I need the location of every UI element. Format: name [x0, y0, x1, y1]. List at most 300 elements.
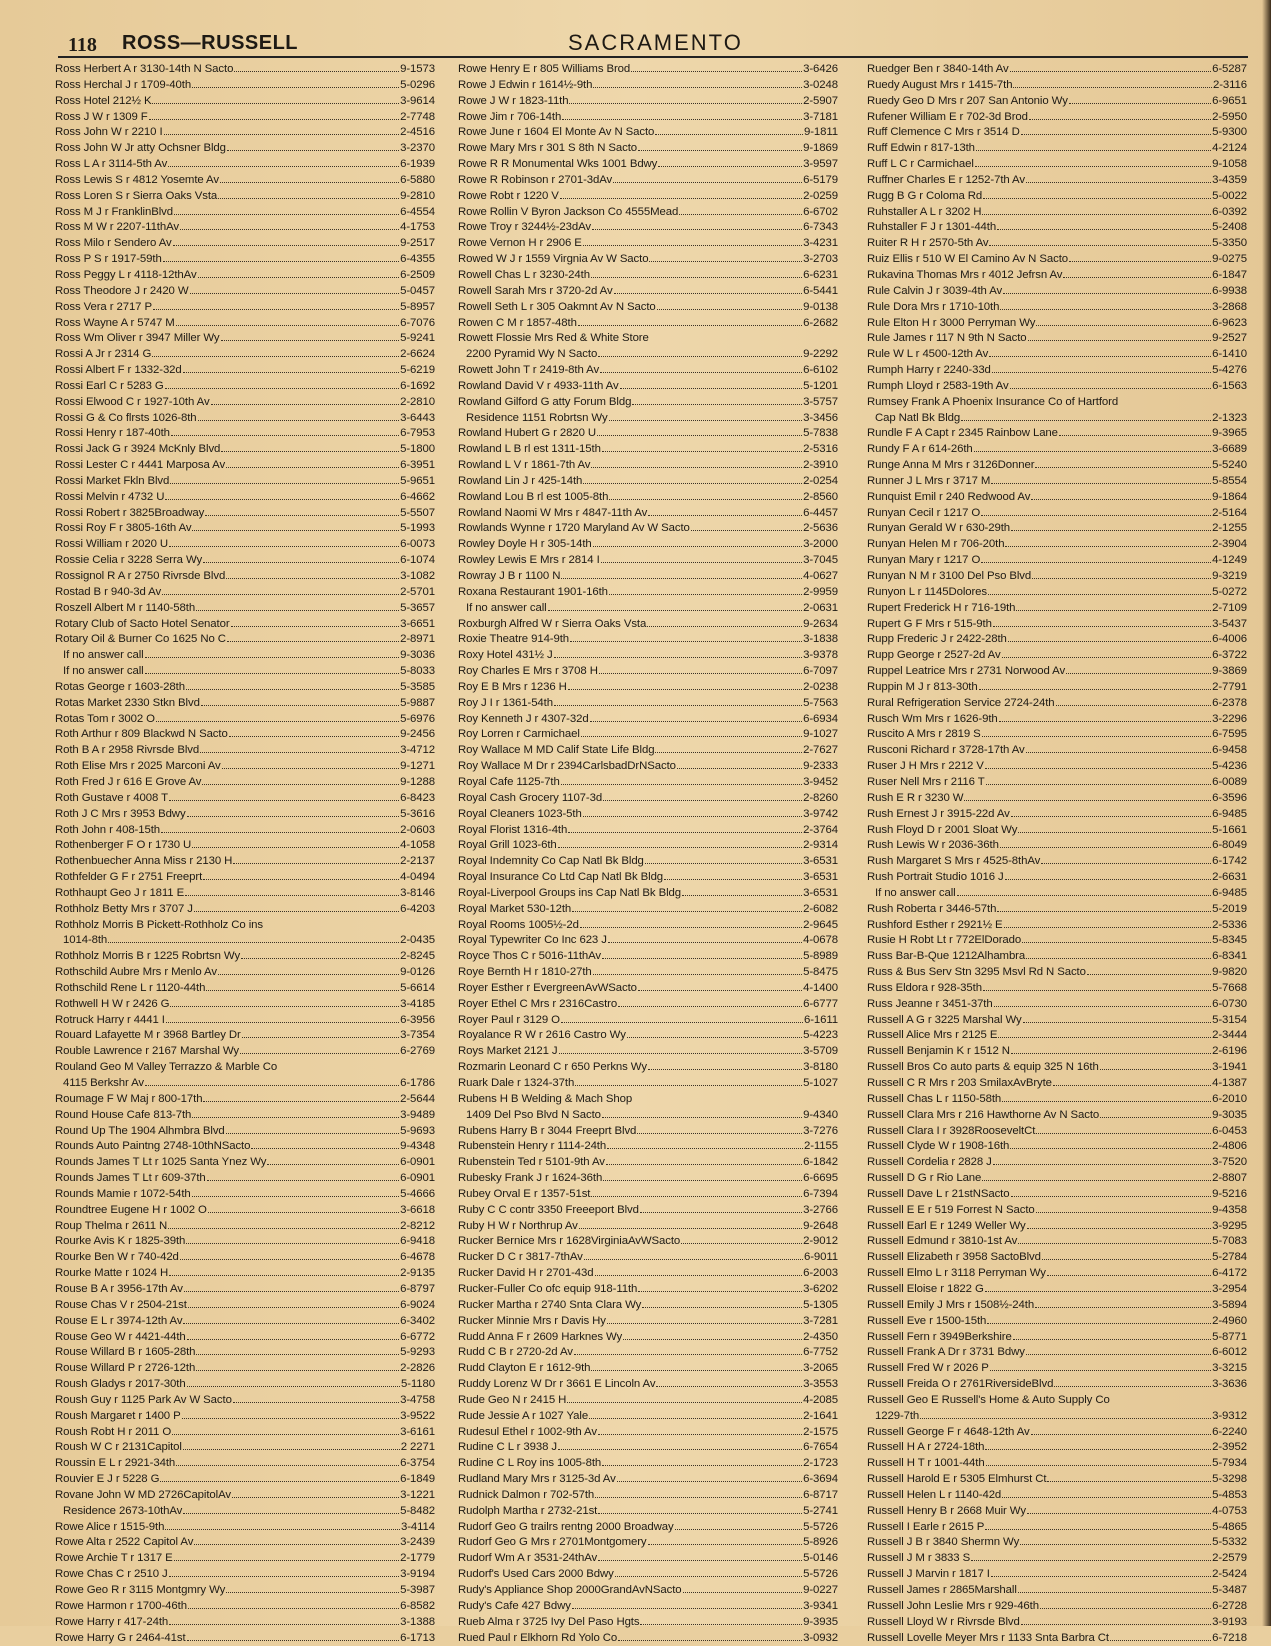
listing-phone: 5-4236	[1212, 760, 1247, 773]
listing-name: Russell Benjamin K r 1512 N	[867, 1045, 1010, 1058]
listing-entry	[458, 1060, 838, 1076]
listing-phone: 6-0901	[400, 1172, 435, 1185]
listing-phone: 2-3764	[803, 823, 838, 836]
dot-leader	[153, 300, 399, 310]
listing-phone: 6-2010	[1212, 1092, 1247, 1105]
listing-phone: 6-1842	[803, 1156, 838, 1169]
listing-name: Rowett John T r 2419-8th Av	[458, 364, 600, 377]
listing-phone: 5-7083	[1212, 1235, 1247, 1248]
listing-phone: 2-7791	[1212, 680, 1247, 693]
dot-leader	[183, 1504, 399, 1514]
listing-name: Ruiter R H r 2570-5th Av	[867, 237, 989, 250]
listing-phone: 9-1058	[1212, 158, 1247, 171]
dot-leader	[187, 1631, 400, 1641]
dot-leader	[598, 1504, 802, 1514]
listing-phone: 6-0392	[1212, 205, 1247, 218]
listing-name: Rothenberger F O r 1730 U	[55, 839, 192, 852]
listing-name: Ross Peggy L r 4118-12thAv	[55, 268, 197, 281]
dot-leader	[196, 1345, 399, 1355]
listing-phone: 2-1779	[400, 1552, 435, 1565]
listing-name: Russell Edmund r 3810-1st Av	[867, 1235, 1018, 1248]
listing-name: Rowray J B r 1100 N	[458, 570, 561, 582]
listing-name: Rowe Archie T r 1317 E	[55, 1552, 173, 1565]
listing-entry	[458, 300, 838, 316]
listing-entry	[458, 537, 838, 553]
listing-name: Rouse Willard P r 2726-12th	[55, 1362, 196, 1375]
listing-name: Royal Indemnity Co Cap Natl Bk Bldg	[458, 855, 644, 868]
listing-phone: 6-0089	[1212, 775, 1247, 788]
dot-leader	[226, 1124, 399, 1134]
listing-name: Rossi G & Co flrsts 1026-8th	[55, 411, 197, 424]
listing-entry	[458, 791, 838, 807]
listing-entry	[867, 1250, 1247, 1266]
listing-entry	[458, 284, 838, 300]
listing-name: Russell Geo E Russell's Home & Auto Supply Co	[867, 1393, 1110, 1406]
listing-phone: 6-1742	[1212, 855, 1247, 868]
listing-phone: 3-2370	[400, 142, 435, 155]
dot-leader	[1018, 823, 1211, 833]
listing-phone: 3-1941	[1212, 1061, 1247, 1074]
dot-leader	[1013, 1330, 1211, 1340]
listing-entry	[458, 1108, 838, 1124]
listing-entry	[867, 94, 1247, 110]
listing-name: Rowe Robt r 1220 V	[458, 189, 559, 202]
listing-entry	[458, 1615, 838, 1631]
listing-entry	[867, 189, 1247, 205]
listing-name: Rush Floyd D r 2001 Sloat Wy	[867, 823, 1018, 836]
listing-name: Russell Elmo L r 3118 Perryman Wy	[867, 1267, 1046, 1280]
dot-leader	[992, 363, 1211, 373]
listing-entry	[867, 1171, 1247, 1187]
listing-phone: 9-5216	[1212, 1187, 1247, 1200]
listing-entry	[867, 1361, 1247, 1377]
listing-entry	[867, 1440, 1247, 1456]
listing-entry	[55, 411, 435, 427]
listing-name: Rowed W J r 1559 Virgnia Av W Sacto	[458, 253, 649, 266]
listing-name: Roussin E L r 2921-34th	[55, 1457, 176, 1470]
listing-phone: 2-7627	[803, 744, 838, 757]
listing-name: Russell Chas L r 1150-58th	[867, 1092, 1002, 1105]
listing-entry	[458, 601, 838, 617]
listing-name: Rozmarin Leonard C r 650 Perkns Wy	[458, 1061, 647, 1074]
listing-name: Rovane John W MD 2726CapitolAv	[55, 1488, 231, 1501]
listing-entry	[867, 490, 1247, 506]
listing-entry	[55, 1139, 435, 1155]
listing-entry	[867, 1488, 1247, 1504]
dot-leader	[169, 1266, 399, 1276]
listing-name: Runyan N M r 3100 Del Pso Blvd	[867, 570, 1032, 582]
listing-name: Russ & Bus Serv Stn 3295 Msvl Rd N Sacto	[867, 966, 1086, 979]
dot-leader	[218, 189, 399, 199]
listing-phone: 5-2019	[1212, 902, 1247, 915]
listing-entry	[458, 759, 838, 775]
listing-entry	[458, 712, 838, 728]
dot-leader	[173, 236, 400, 246]
dot-leader	[623, 1330, 802, 1340]
dot-leader	[267, 1155, 399, 1165]
listing-phone: 5-3987	[400, 1584, 435, 1596]
listing-name: Rowley Doyle H r 305-14th	[458, 538, 592, 551]
listing-name: Rowe R R Monumental Wks 1001 Bdwy	[458, 158, 658, 171]
listing-entry	[55, 918, 435, 934]
listing-name: Rowe Harry G r 2464-41st	[55, 1631, 186, 1644]
listing-phone: 5-3154	[1212, 1013, 1247, 1026]
listing-phone: 6-1410	[1212, 348, 1247, 361]
listing-phone: 2-9959	[803, 585, 838, 598]
listing-phone: 3-4359	[1212, 173, 1247, 186]
listing-name: Rowell Chas L r 3230-24th	[458, 268, 590, 281]
listing-entry	[458, 1361, 838, 1377]
listing-phone: 4-1753	[400, 221, 435, 234]
listing-entry	[867, 1155, 1247, 1171]
listing-phone: 9-4358	[1212, 1203, 1247, 1216]
listing-name: Cap Natl Bk Bldg	[875, 411, 961, 424]
listing-phone: 6-6702	[803, 205, 838, 218]
listing-name: Roys Market 2121 J	[458, 1045, 558, 1058]
listing-name: Rothschild Aubre Mrs r Menlo Av	[55, 966, 217, 979]
listing-name: Rudland Mary Mrs r 3125-3d Av	[458, 1473, 616, 1486]
listing-entry	[55, 1124, 435, 1140]
listing-name: Rowe Alice r 1515-9th	[55, 1520, 165, 1533]
listing-phone: 5-3487	[1212, 1584, 1247, 1596]
listing-entry	[867, 902, 1247, 918]
listing-phone: 5-2741	[803, 1504, 838, 1517]
listing-name: Rowland L B rl est 1311-15th	[458, 443, 601, 456]
listing-name: Rouvier E J r 5228 G	[55, 1473, 160, 1486]
listing-phone: 6-3722	[1212, 649, 1247, 662]
listing-entry	[867, 1219, 1247, 1235]
dot-leader	[590, 712, 803, 722]
listing-name: Roye Bernth H r 1810-27th	[458, 966, 592, 979]
listing-phone: 5-1305	[803, 1298, 838, 1311]
listing-phone: 3-7520	[1212, 1156, 1247, 1169]
listing-phone: 6-4678	[400, 1251, 435, 1264]
dot-leader	[559, 1044, 803, 1054]
listing-name: Russell Clyde W r 1908-16th	[867, 1140, 1010, 1153]
dot-leader	[575, 1076, 802, 1086]
listing-name: Rotary Club of Sacto Hotel Senator	[55, 617, 230, 630]
listing-name: Russell E E r 519 Forrest N Sacto	[867, 1203, 1035, 1216]
listing-entry	[867, 268, 1247, 284]
listing-entry	[867, 1615, 1247, 1631]
listing-name: Ruby H W r Northrup Av	[458, 1219, 578, 1232]
dot-leader	[1054, 1377, 1211, 1387]
listing-name: Rowland David V r 4933-11th Av	[458, 379, 619, 392]
listing-phone: 2-7109	[1212, 601, 1247, 614]
listing-phone: 9-1864	[1212, 490, 1247, 503]
listing-phone: 3-1082	[400, 570, 435, 582]
dot-leader	[176, 316, 399, 326]
listing-name: Rudd Anna F r 2609 Harknes Wy	[458, 1330, 623, 1343]
listing-name: Rundy F A r 614-26th	[867, 443, 973, 456]
listing-name: Rossi Melvin r 4732 U	[55, 490, 165, 503]
dot-leader	[632, 395, 802, 405]
listing-phone: 6-7076	[400, 316, 435, 329]
listing-phone: 5-8957	[400, 300, 435, 313]
listing-entry	[867, 823, 1247, 839]
listing-phone: 6-0453	[1212, 1124, 1247, 1137]
dot-leader	[194, 1535, 399, 1545]
dot-leader	[983, 189, 1211, 199]
dot-leader	[920, 1409, 1211, 1419]
listing-entry	[867, 62, 1247, 78]
listing-phone: 2-1641	[803, 1409, 838, 1422]
listing-name: Rowe Alta r 2522 Capitol Av	[55, 1536, 194, 1549]
listing-phone: 5-6614	[400, 981, 435, 994]
listing-entry	[55, 474, 435, 490]
listing-entry	[55, 331, 435, 347]
listing-name: Rupp Frederic J r 2422-28th	[867, 633, 1007, 646]
listing-name: Rule W L r 4500-12th Av	[867, 348, 989, 361]
listing-name: Roush Guy r 1125 Park Av W Sacto	[55, 1393, 232, 1406]
dot-leader	[609, 490, 802, 500]
listing-name: Rowland Naomi W Mrs r 4847-11th Av	[458, 506, 648, 519]
listing-name: Roxy Hotel 431½ J	[458, 649, 553, 662]
dot-leader	[1018, 1583, 1211, 1593]
listing-phone: 9-1573	[400, 63, 435, 75]
dot-leader	[971, 1551, 1211, 1561]
listing-phone: 9-2527	[1212, 332, 1247, 345]
listing-entry	[458, 902, 838, 918]
listing-entry	[867, 157, 1247, 173]
listing-phone: 3-9452	[803, 775, 838, 788]
listing-entry	[867, 1631, 1247, 1646]
listing-entry	[458, 823, 838, 839]
listing-entry	[55, 1393, 435, 1409]
listing-entry	[458, 1631, 838, 1646]
dot-leader	[145, 648, 400, 658]
dot-leader	[637, 1124, 802, 1134]
listing-name: If no answer call	[63, 649, 144, 662]
listing-phone: 5-8482	[400, 1504, 435, 1517]
listing-entry	[867, 1139, 1247, 1155]
listing-phone: 2-1155	[803, 1140, 838, 1153]
listing-entry	[867, 1298, 1247, 1314]
listing-entry	[867, 331, 1247, 347]
listing-phone: 3-6161	[400, 1425, 435, 1438]
dot-leader	[627, 1028, 802, 1038]
listing-name: Rudolph Martha r 2732-21st	[458, 1504, 598, 1517]
listing-name: Rugg B G r Coloma Rd	[867, 189, 983, 202]
listing-name: Rowe June r 1604 El Monte Av N Sacto	[458, 126, 655, 139]
listing-name: Rossi Market Fkln Blvd	[55, 474, 170, 487]
listing-entry	[55, 712, 435, 728]
dot-leader	[1026, 173, 1211, 183]
listing-name: Rundle F A Capt r 2345 Rainbow Lane	[867, 427, 1058, 440]
listing-name: Rudine C L Roy ins 1005-8th	[458, 1457, 602, 1470]
listing-entry	[55, 823, 435, 839]
listing-name: Rupp George r 2527-2d Av	[867, 649, 1001, 662]
listing-phone: 6-9651	[1212, 94, 1247, 107]
listing-entry	[458, 1488, 838, 1504]
listing-name: Rucker Bernice Mrs r 1628VirginiaAvWSacto	[458, 1235, 681, 1248]
listing-name: Ruedy August Mrs r 1415-7th	[867, 78, 1013, 91]
listing-name: Round Up The 1904 Alhmbra Blvd	[55, 1124, 225, 1137]
dot-leader	[990, 1361, 1211, 1371]
listing-name: Royal Market 530-12th	[458, 902, 572, 915]
listing-phone: 6-9418	[400, 1235, 435, 1248]
listing-entry	[867, 1504, 1247, 1520]
listing-phone: 5-3298	[1212, 1473, 1247, 1486]
listing-name: Ruhstaller F J r 1301-44th	[867, 221, 997, 234]
listing-phone: 3-2954	[1212, 1282, 1247, 1295]
listing-phone: 9-0138	[803, 300, 838, 313]
listing-entry	[458, 981, 838, 997]
listing-name: Ross Herbert A r 3130-14th N Sacto	[55, 63, 234, 75]
dot-leader	[1002, 1092, 1211, 1102]
listing-entry	[458, 252, 838, 268]
listing-entry	[55, 1108, 435, 1124]
listing-name: Rupert Frederick H r 716-19th	[867, 601, 1016, 614]
listing-name: Rusie H Robt Lt r 772ElDorado	[867, 934, 1022, 947]
listing-name: Rossi Earl C r 5283 G	[55, 379, 164, 392]
listing-entry	[458, 474, 838, 490]
listing-name: Rudorf Geo G Mrs r 2701Montgomery	[458, 1536, 647, 1549]
listing-phone: 9-4340	[803, 1108, 838, 1121]
listing-name: Rothschild Rene L r 1120-44th	[55, 981, 206, 994]
listing-phone: 3-4712	[400, 744, 435, 757]
listing-phone: 5-4865	[1212, 1520, 1247, 1533]
listing-phone: 4-1400	[803, 981, 838, 994]
listing-entry	[55, 363, 435, 379]
listing-phone: 5-7934	[1212, 1457, 1247, 1470]
listing-phone: 5-0272	[1212, 585, 1247, 598]
dot-leader	[169, 1615, 399, 1625]
listing-phone: 6-7394	[803, 1187, 838, 1200]
listing-name: Rowland Lou B rl est 1005-8th	[458, 490, 609, 503]
listing-entry	[55, 236, 435, 252]
listing-phone: 2-8560	[803, 490, 838, 503]
listing-entry	[867, 569, 1247, 585]
listing-entry	[867, 854, 1247, 870]
listing-name: Rossignol R A r 2750 Rivrsde Blvd	[55, 570, 226, 582]
listing-name: Rural Refrigeration Service 2724-24th	[867, 696, 1055, 709]
listing-entry	[55, 965, 435, 981]
listing-phone: 3-4231	[803, 237, 838, 250]
dot-leader	[192, 1108, 399, 1118]
listing-phone: 3-2868	[1212, 300, 1247, 313]
listing-name: Russell Cordelia r 2828 J	[867, 1156, 992, 1169]
listing-entry	[55, 1631, 435, 1646]
dot-leader	[1000, 300, 1211, 310]
listing-entry	[867, 601, 1247, 617]
listing-name: Ross John W Jr atty Ochsner Bldg	[55, 142, 226, 155]
listing-entry	[55, 617, 435, 633]
listing-name: Rowe Mary Mrs r 301 S 8th N Sacto	[458, 142, 638, 155]
listing-name: Rossi Elwood C r 1927-10th Av	[55, 395, 210, 408]
listing-phone: 5-3350	[1212, 237, 1247, 250]
listing-entry	[55, 347, 435, 363]
dot-leader	[207, 1171, 399, 1181]
listing-name: Rourke Ben W r 740-42d	[55, 1251, 179, 1264]
dot-leader	[172, 1425, 399, 1435]
listing-name: Rumph Lloyd r 2583-19th Av	[867, 379, 1009, 392]
listing-entry	[55, 1076, 435, 1092]
dot-leader	[975, 157, 1211, 167]
dot-leader	[176, 1456, 399, 1466]
listing-entry	[55, 1203, 435, 1219]
dot-leader	[593, 78, 802, 88]
listing-phone: 3-2065	[803, 1362, 838, 1375]
dot-leader	[1110, 1631, 1211, 1641]
dot-leader	[677, 759, 802, 769]
listing-entry	[867, 807, 1247, 823]
listing-name: Rothhaupt Geo J r 1811 E	[55, 886, 185, 899]
listing-entry	[458, 648, 838, 664]
dot-leader	[683, 1583, 803, 1593]
dot-leader	[203, 1092, 399, 1102]
listing-phone: 2-5644	[400, 1092, 435, 1105]
listing-entry	[458, 743, 838, 759]
listing-entry	[458, 1456, 838, 1472]
listing-entry	[867, 585, 1247, 601]
listing-entry	[458, 268, 838, 284]
dot-leader	[607, 1314, 802, 1324]
dot-leader	[1036, 1203, 1212, 1213]
listing-entry	[55, 1330, 435, 1346]
listing-phone: 2-2826	[400, 1362, 435, 1375]
listing-phone: 5-1180	[400, 1378, 435, 1391]
listing-name: Rotas Tom r 3002 O	[55, 712, 155, 725]
listing-phone: 2-0603	[400, 823, 435, 836]
listing-phone: 6-8423	[400, 791, 435, 804]
dot-leader	[640, 1203, 802, 1213]
listing-entry	[458, 870, 838, 886]
listing-phone: 5-2408	[1212, 221, 1247, 234]
listing-entry	[867, 1409, 1247, 1425]
listing-entry	[867, 553, 1247, 569]
dot-leader	[1010, 1139, 1211, 1149]
listing-entry	[458, 141, 838, 157]
listing-name: Rudorf Wm A r 3531-24thAv	[458, 1552, 598, 1565]
dot-leader	[198, 411, 400, 421]
listing-phone: 4-2124	[1212, 142, 1247, 155]
listing-entry	[867, 458, 1247, 474]
listing-phone: 9-3036	[400, 649, 435, 662]
listing-name: Russell Eve r 1500-15th	[867, 1314, 987, 1327]
listing-entry	[867, 395, 1247, 411]
listing-entry	[55, 569, 435, 585]
listing-name: Ruff L C r Carmichael	[867, 158, 974, 171]
dot-leader	[682, 886, 802, 896]
listing-phone: 2-6082	[803, 902, 838, 915]
listing-name: Rothwell H W r 2426 G	[55, 997, 170, 1010]
listing-entry	[55, 807, 435, 823]
listing-name: Rothholz Morris B r 1225 Robrtsn Wy	[55, 950, 241, 963]
listing-entry	[458, 1567, 838, 1583]
listing-entry	[55, 1377, 435, 1393]
dot-leader	[1040, 1599, 1211, 1609]
listing-phone: 6-6102	[803, 364, 838, 377]
listing-entry	[867, 791, 1247, 807]
listing-entry	[458, 1520, 838, 1536]
dot-leader	[981, 506, 1211, 516]
dot-leader	[1047, 1472, 1211, 1482]
listing-name: Russell Fred W r 2026 P	[867, 1362, 989, 1375]
listing-name: Roszell Albert M r 1140-58th	[55, 601, 196, 614]
listing-entry	[867, 363, 1247, 379]
listing-entry	[55, 1520, 435, 1536]
listing-entry	[458, 727, 838, 743]
listing-entry	[867, 1282, 1247, 1298]
listing-name: Rubey Orval E r 1357-51st	[458, 1187, 591, 1200]
listing-entry	[458, 442, 838, 458]
dot-leader	[997, 902, 1211, 912]
listing-entry	[867, 521, 1247, 537]
listing-name: Roy E B Mrs r 1236 H	[458, 680, 567, 693]
listing-phone: 6-6777	[803, 997, 838, 1010]
listing-phone: 5-5507	[400, 506, 435, 519]
